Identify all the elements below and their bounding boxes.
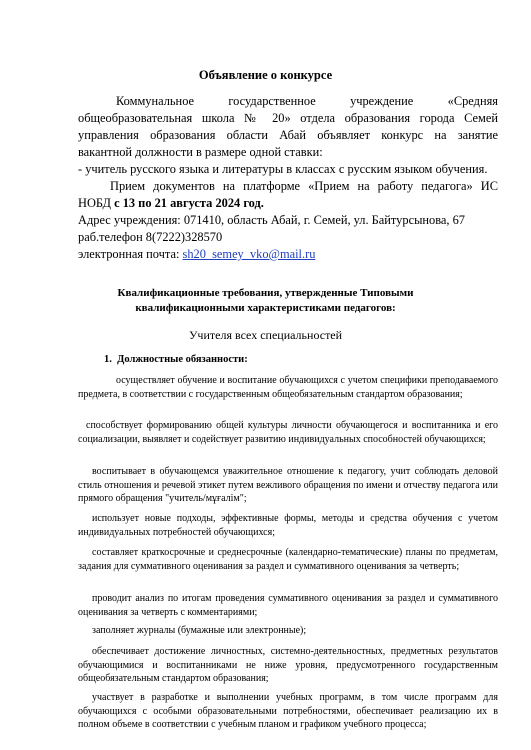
- duty-item: составляет краткосрочные и среднесрочные (календарно-тематические) планы по предметам, задания для суммативного оценивания за раздел и суммативного оценивания за четверть;: [78, 547, 498, 572]
- requirements-heading-1: Квалификационные требования, утвержденные Типовыми: [117, 287, 414, 299]
- intro-word: государственное: [228, 94, 316, 108]
- announcement-title: Объявление о конкурсе: [198, 68, 333, 82]
- section-number: 1.: [104, 354, 112, 365]
- requirements-heading-2: квалификационными характеристиками педагогов:: [135, 302, 396, 314]
- duty-item: обеспечивает достижение личностных, системно-деятельностных, предметных результатов обучающимися и воспитанниками не ниже уровня, предусмотренного государственным общеобязательным стандартом образования;: [78, 646, 498, 684]
- docs-system: НОБД: [78, 196, 115, 210]
- email-label: электронная почта:: [78, 247, 183, 261]
- docs-dates: с 13 по 21 августа 2024 год.: [114, 196, 264, 210]
- phone-line: раб.телефон 8(7222)328570: [78, 230, 223, 244]
- intro-word: учреждение: [350, 94, 414, 108]
- intro-line-3: управления образования области Абай объявляет конкурс на занятие: [78, 128, 498, 142]
- intro-line-4: вакантной должности в размере одной ставки:: [78, 145, 323, 159]
- email-link[interactable]: sh20_semey_vko@mail.ru: [182, 247, 316, 261]
- duty-item: осуществляет обучение и воспитание обучающихся с учетом специфики преподаваемого предмета, в соответствии с государственным общеобязательным стандартом образования;: [78, 375, 498, 400]
- duty-item: проводит анализ по итогам проведения суммативного оценивания за раздел и суммативного оценивания за четверть с комментариями;: [78, 593, 498, 618]
- intro-word: «Средняя: [447, 94, 498, 108]
- intro-line-2: общеобразовательная школа № 20» отдела образования города Семей: [78, 111, 498, 125]
- docs-line-2: [78, 195, 498, 212]
- section-title: Должностные обязанности:: [117, 354, 248, 365]
- intro-line-1: [78, 93, 498, 110]
- email-line: [78, 246, 498, 263]
- duty-item: воспитывает в обучающемся уважительное отношение к педагогу, учит соблюдать деловой стиль отношения и речевой этикет путем вежливого обращения по имени и отчеству педагога или прямого обращения "учитель/мұғалім";: [78, 466, 498, 504]
- duty-item: участвует в разработке и выполнении учебных программ, в том числе программ для обучающихся с особыми образовательными потребностями, обеспечивает реализацию их в полном объеме в соответствии с учебным планом и графиком учебного процесса;: [78, 692, 498, 730]
- duty-item: использует новые подходы, эффективные формы, методы и средства обучения с учетом индивидуальных потребностей обучающихся;: [78, 513, 498, 538]
- address-line: Адрес учреждения: 071410, область Абай, г. Семей, ул. Байтурсынова, 67: [78, 213, 465, 227]
- duty-item: способствует формированию общей культуры личности обучающегося и воспитанника и его социализации, выявляет и содействует развитию индивидуальных способностей обучающихся;: [78, 420, 498, 445]
- docs-line-1: Прием документов на платформе «Прием на работу педагога» ИС: [110, 179, 498, 193]
- position-line: - учитель русского языка и литературы в классах с русским языком обучения.: [78, 162, 488, 176]
- intro-word: Коммунальное: [116, 94, 195, 108]
- duty-item: заполняет журналы (бумажные или электронные);: [92, 625, 307, 636]
- section-heading: [104, 354, 248, 365]
- requirements-subheading: Учителя всех специальностей: [188, 328, 343, 342]
